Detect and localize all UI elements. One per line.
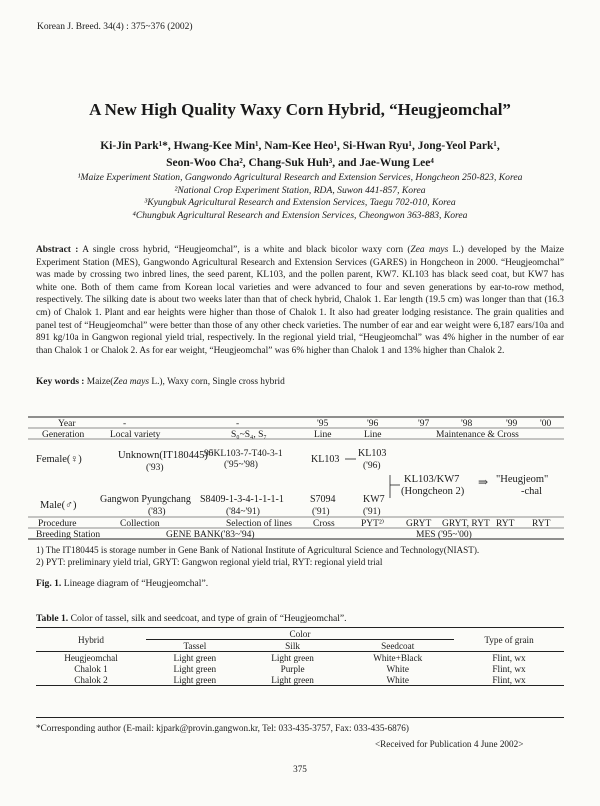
year-99: '99 (506, 419, 518, 429)
year-00: '00 (540, 419, 552, 429)
affiliation-3: ³Kyungbuk Agricultural Research and Extension Services, Taegu 702-010, Korea (144, 197, 456, 208)
footnote-2: 2) PYT: preliminary yield trial, GRYT: Gangwon regional yield trial, RYT: regional yield trial (36, 557, 383, 567)
tassel-header: Tassel (183, 640, 207, 651)
procedure-selection: Selection of lines (226, 519, 292, 529)
affiliation-1: ¹Maize Experiment Station, Gangwondo Agricultural Research and Extension Services, Hongcheon 250-823, Korea (77, 172, 523, 183)
procedure-gryt-ryt: GRYT, RYT (442, 519, 490, 529)
author-list (0, 138, 600, 172)
table-cell: Light green (271, 674, 314, 685)
procedure-ryt-00: RYT (532, 519, 551, 529)
affiliation-4: ⁴Chungbuk Agricultural Research and Extension Services, Cheongwon 363-883, Korea (132, 209, 468, 221)
table-caption-label: Table 1. (36, 613, 69, 624)
year-96: '96 (367, 419, 379, 429)
generation-header: Generation (42, 430, 85, 440)
table-caption-text: Color of tassel, silk and seedcoat, and type of grain of “Heugjeomchal”. (68, 613, 347, 624)
color-table (36, 627, 564, 686)
table-cell: Light green (173, 663, 217, 674)
generation-selection: S₀~S₄, S₇ (231, 430, 267, 440)
color-header: Color (146, 628, 454, 640)
keywords-species: Zea mays (113, 377, 150, 387)
keywords-b: L.), Waxy corn, Single cross hybrid (149, 377, 285, 387)
year-header: Year (58, 419, 76, 429)
table-cell: Flint, wx (492, 674, 526, 685)
table-row (36, 663, 564, 674)
procedure-collection: Collection (120, 519, 160, 529)
table-cell: Purple (280, 663, 305, 674)
generation-local: Local variety (110, 430, 161, 440)
journal-citation: Korean J. Breed. 34(4) : 375~376 (2002) (37, 22, 193, 32)
page-number: 375 (293, 764, 307, 774)
male-variety: Gangwon Pyungchang (100, 494, 191, 505)
station-header: Breeding Station (36, 530, 101, 540)
table-row (36, 652, 564, 664)
male-variety-year: ('83) (148, 507, 166, 517)
procedure-cross: Cross (313, 519, 335, 529)
female-variety: Unknown(IT180445)¹⁾ (118, 450, 214, 461)
male-line-95: S7094 (310, 494, 336, 505)
table-cell: Flint, wx (492, 663, 526, 674)
female-variety-year: ('93) (146, 463, 164, 473)
year-98: '98 (461, 419, 473, 429)
procedure-pyt: PYT²⁾ (361, 519, 385, 529)
author-line-1: Ki-Jin Park¹*, Hwang-Kee Min¹, Nam-Kee Heo¹, Si-Hwan Ryu¹, Jong-Yeol Park¹, (100, 140, 500, 152)
cross-place: (Hongcheon 2) (401, 486, 465, 497)
corresponding-author: *Corresponding author (E-mail: kjpark@provin.gangwon.kr, Tel: 033-435-3757, Fax: 033-435-6876) (36, 723, 409, 733)
station-genebank: GENE BANK('83~'94) (166, 530, 255, 540)
author-line-2: Seon-Woo Cha², Chang-Suk Huh³, and Jae-Wung Lee⁴ (166, 157, 434, 169)
female-label: Female(♀) (36, 454, 82, 465)
male-label: Male(♂) (40, 500, 77, 511)
year-95: '95 (317, 419, 329, 429)
keywords-label: Key words : (36, 377, 85, 387)
abstract-text-a: A single cross hybrid, “Heugjeomchal”, is a white and black bicolor waxy corn ( (78, 245, 411, 255)
table-cell: White (386, 674, 409, 685)
female-line-96-year: ('96) (363, 461, 381, 471)
received-date: <Received for Publication 4 June 2002> (375, 739, 524, 749)
abstract-text-b: L.) developed by the Maize Experiment Station (MES), Gangwondo Agricultural Research and Extension Services (GARES) in Hongcheon in 2000. “Heugjeomchal” was made by crossing two inbred lines, the seed parent, KL103, and the pollen parent, KW7. KL103 has black seed coat, but KW7 has white one. Both of them came from Korean local varieties and were advanced to four and seven generations by ear-to-row method, respectively. The silking date is about two weeks later than that of check hybrid, Chalok 1. Ear length (19.5 cm) was longer than that (16.3 cm) of Chalok 1. Plant and ear heights were higher than those of Chalok 1. It also had greater lodging resistance. The grain qualities and panel test of “Heugjeomchal” were better than those of any other check varieties. The number of ear and ear weight were 6,187 ears/10a and 891 kg/10a in Gangwon regional yield trial, respectively. In the regional yield trial, “Heugjeomchal” was 4% higher in the number of ear than Chalok 1 or Chalok 2. As for ear weight, “Heugjeomchal” was 6% higher than Chalok 1 and 13% higher than Chalok 2. (36, 245, 564, 356)
figure-caption (36, 578, 208, 589)
generation-maintenance: Maintenance & Cross (436, 430, 519, 440)
table-cell: Chalok 1 (74, 663, 108, 674)
year-97: '97 (418, 419, 430, 429)
male-line-96: KW7 (363, 494, 385, 505)
year-selection: - (236, 419, 240, 429)
footnote-1: 1) The IT180445 is storage number in Gene Bank of National Institute of Agricultural Science and Technology(NIAST). (36, 545, 480, 555)
figure-caption-text: Lineage diagram of “Heugjeomchal”. (61, 578, 209, 589)
lineage-diagram (28, 414, 564, 546)
procedure-ryt-99: RYT (496, 519, 515, 529)
station-mes: MES ('95~'00) (416, 530, 472, 540)
year-local: - (123, 419, 127, 429)
female-selection-years: ('95~'98) (224, 460, 258, 470)
affiliations (0, 172, 600, 222)
table-caption (36, 613, 347, 624)
hybrid-result-1: "Heugjeom" (496, 474, 549, 485)
hybrid-header: Hybrid (77, 634, 105, 645)
table-cell: Light green (173, 674, 217, 685)
male-line-95-year: ('91) (312, 507, 330, 517)
male-line-96-year: ('91) (363, 507, 381, 517)
grain-header: Type of grain (484, 634, 534, 645)
male-selection-years: ('84~'91) (226, 507, 260, 517)
keywords (36, 377, 285, 387)
seedcoat-header: Seedcoat (381, 640, 415, 651)
female-line-96: KL103 (358, 448, 387, 459)
table-cell: Light green (271, 652, 314, 663)
female-line-95: KL103 (311, 454, 340, 465)
table-cell: Light green (173, 652, 217, 663)
table-cell: Heugjeomchal (64, 652, 118, 663)
male-selection: S8409-1-3-4-1-1-1-1 (200, 494, 284, 505)
table-cell: White (386, 663, 409, 674)
silk-header: Silk (285, 640, 300, 651)
arrow-icon: ⇒ (478, 475, 489, 489)
table-cell: White+Black (373, 652, 423, 663)
table-cell: Flint, wx (492, 652, 526, 663)
abstract (36, 244, 564, 357)
generation-line-96: Line (364, 430, 382, 440)
procedure-gryt: GRYT (406, 519, 432, 529)
table-row (36, 674, 564, 686)
figure-caption-label: Fig. 1. (36, 578, 62, 589)
abstract-species: Zea mays (410, 245, 449, 255)
footer-rule (36, 717, 564, 718)
cross-name: KL103/KW7 (404, 474, 460, 485)
abstract-label: Abstract : (36, 245, 79, 255)
affiliation-2: ²National Crop Experiment Station, RDA, Suwon 441-857, Korea (174, 184, 426, 196)
paper-title: A New High Quality Waxy Corn Hybrid, “Heugjeomchal” (89, 100, 511, 119)
female-selection: 95KL103-7-T40-3-1 (204, 449, 283, 459)
keywords-a: Maize( (84, 377, 114, 387)
hybrid-result-2: -chal (521, 486, 542, 497)
table-cell: Chalok 2 (74, 674, 108, 685)
generation-line-95: Line (314, 430, 332, 440)
procedure-header: Procedure (38, 519, 77, 529)
